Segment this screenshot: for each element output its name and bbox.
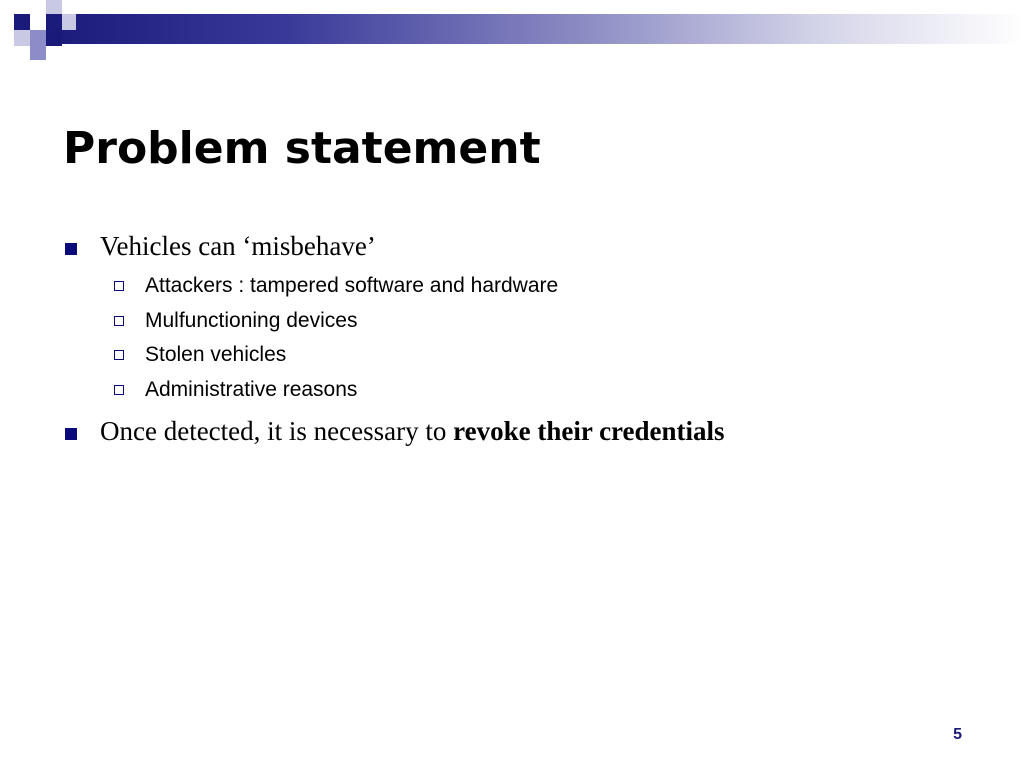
sub-bullet-item: Administrative reasons xyxy=(145,378,358,401)
hollow-square-icon xyxy=(114,316,124,326)
sub-bullet-item: Stolen vehicles xyxy=(145,343,287,366)
bullet-item xyxy=(100,414,725,448)
header-square-mid xyxy=(30,46,46,60)
hollow-square-icon xyxy=(114,350,124,360)
hollow-square-icon xyxy=(114,281,124,291)
filled-square-icon xyxy=(65,243,77,255)
header-gradient-bar xyxy=(46,14,1024,44)
header-square-dark xyxy=(46,30,62,46)
bullet-emphasis: revoke their credentials xyxy=(453,416,725,446)
header-square-light xyxy=(46,0,62,14)
bullet-text: Once detected, it is necessary to xyxy=(100,416,454,446)
header-square-mid xyxy=(30,30,46,46)
bullet-item: Vehicles can ‘misbehave’ xyxy=(100,231,376,261)
slide-title: Problem statement xyxy=(63,123,541,174)
sub-bullet-item: Attackers : tampered software and hardware xyxy=(145,274,559,297)
header-square-light xyxy=(14,30,30,46)
sub-bullet-item: Mulfunctioning devices xyxy=(145,309,358,332)
header-square-dark xyxy=(14,14,30,30)
header-square-light xyxy=(62,14,76,30)
hollow-square-icon xyxy=(114,385,124,395)
filled-square-icon xyxy=(65,428,77,440)
page-number: 5 xyxy=(953,726,962,743)
